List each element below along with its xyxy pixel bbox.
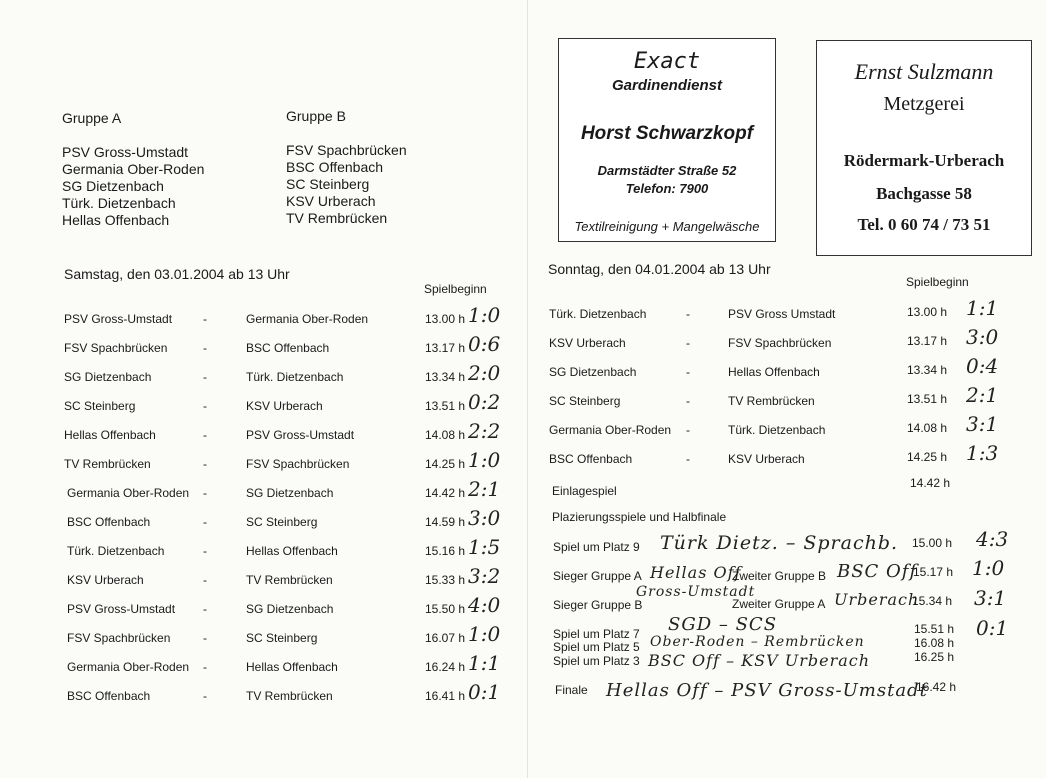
match-score: 0:1 <box>468 680 501 704</box>
match-separator: - <box>203 370 207 384</box>
match-separator: - <box>203 631 207 645</box>
match-separator: - <box>203 689 207 703</box>
p7-label: Spiel um Platz 7 <box>553 627 640 641</box>
match-score: 0:2 <box>468 390 501 414</box>
match-score: 3:0 <box>468 506 501 530</box>
match-time: 13.34 h <box>425 370 466 384</box>
match-time: 14.25 h <box>425 457 466 471</box>
p7-time: 15.51 h <box>914 622 955 636</box>
match-away-team: Türk. Dietzenbach <box>728 423 826 437</box>
match-home-team: SG Dietzenbach <box>64 370 152 384</box>
match-time: 13.17 h <box>425 341 466 355</box>
match-score: 1:3 <box>966 441 999 465</box>
match-separator: - <box>203 312 207 326</box>
exhibition-label: Einlagespiel <box>552 484 617 498</box>
match-away-team: Hellas Offenbach <box>246 660 338 674</box>
saturday-start-label: Spielbeginn <box>424 282 487 296</box>
match-score: 2:1 <box>966 383 999 407</box>
match-away-team: TV Rembrücken <box>246 689 333 703</box>
match-score: 1:5 <box>468 535 501 559</box>
match-time: 13.34 h <box>907 363 948 377</box>
p5-teams: Ober-Roden – Rembrücken <box>650 634 865 650</box>
sf1-team-a: Hellas Off <box>650 563 742 582</box>
match-score: 1:0 <box>468 622 501 646</box>
match-separator: - <box>203 660 207 674</box>
match-time: 16.41 h <box>425 689 466 703</box>
match-home-team: FSV Spachbrücken <box>67 631 171 645</box>
p9-teams: Türk Dietz. – Sprachb. <box>660 532 899 554</box>
match-time: 13.51 h <box>907 392 948 406</box>
match-score: 1:0 <box>468 303 501 327</box>
match-separator: - <box>203 602 207 616</box>
ad-exact-subtitle: Gardinendienst <box>611 77 723 94</box>
match-away-team: FSV Spachbrücken <box>728 336 832 350</box>
match-home-team: Germania Ober-Roden <box>67 486 190 500</box>
match-score: 2:0 <box>468 361 501 385</box>
saturday-heading: Samstag, den 03.01.2004 ab 13 Uhr <box>64 266 290 282</box>
match-time: 14.08 h <box>907 421 948 435</box>
match-away-team: PSV Gross-Umstadt <box>246 428 355 442</box>
group-a-team: Hellas Offenbach <box>62 212 170 228</box>
match-away-team: TV Rembrücken <box>728 394 815 408</box>
match-home-team: BSC Offenbach <box>67 515 151 529</box>
match-home-team: Germania Ober-Roden <box>549 423 672 437</box>
match-away-team: Hellas Offenbach <box>728 365 820 379</box>
match-time: 14.25 h <box>907 450 948 464</box>
match-separator: - <box>203 515 207 529</box>
p3-teams: BSC Off – KSV Urberach <box>648 651 871 670</box>
match-score: 2:1 <box>468 477 501 501</box>
group-a-team: Türk. Dietzenbach <box>62 195 176 211</box>
p7-teams: SGD – SCS <box>668 614 778 635</box>
ad-exact-title: Exact <box>633 49 701 74</box>
match-score: 0:4 <box>966 354 999 378</box>
match-time: 15.16 h <box>425 544 466 558</box>
match-away-team: Türk. Dietzenbach <box>246 370 344 384</box>
ad-exact-services: Textilreinigung + Mangelwäsche <box>574 219 760 234</box>
match-separator: - <box>686 336 690 350</box>
match-score: 1:1 <box>468 651 501 675</box>
match-score: 2:2 <box>468 419 501 443</box>
ad-sulzmann-phone: Tel. 0 60 74 / 73 51 <box>857 215 991 234</box>
match-away-team: KSV Urberach <box>246 399 323 413</box>
match-away-team: PSV Gross Umstadt <box>728 307 836 321</box>
ad-exact-name: Horst Schwarzkopf <box>580 123 754 144</box>
match-score: 0:6 <box>468 332 501 356</box>
match-time: 13.17 h <box>907 334 948 348</box>
match-time: 16.24 h <box>425 660 466 674</box>
match-score: 1:1 <box>966 296 999 320</box>
match-separator: - <box>203 457 207 471</box>
group-b-title: Gruppe B <box>286 108 346 124</box>
match-time: 14.42 h <box>425 486 466 500</box>
match-home-team: KSV Urberach <box>549 336 626 350</box>
match-home-team: KSV Urberach <box>67 573 144 587</box>
sf2-label-a: Sieger Gruppe B <box>553 598 643 612</box>
p3-time: 16.25 h <box>914 650 955 664</box>
p5-label: Spiel um Platz 5 <box>553 640 640 654</box>
match-score: 3:2 <box>468 564 501 588</box>
match-away-team: SC Steinberg <box>246 515 318 529</box>
match-away-team: BSC Offenbach <box>246 341 330 355</box>
match-score: 4:0 <box>468 593 501 617</box>
match-separator: - <box>686 452 690 466</box>
match-separator: - <box>203 486 207 500</box>
page-fold <box>527 0 528 778</box>
group-b-team: TV Rembrücken <box>286 210 388 226</box>
match-separator: - <box>203 573 207 587</box>
ad-exact <box>558 38 776 242</box>
match-separator: - <box>686 307 690 321</box>
placement-heading: Plazierungsspiele und Halbfinale <box>552 510 727 524</box>
group-a-team: Germania Ober-Roden <box>62 161 205 177</box>
match-time: 15.33 h <box>425 573 466 587</box>
ad-exact-phone: Telefon: 7900 <box>625 181 709 196</box>
ad-sulzmann-trade: Metzgerei <box>883 93 965 115</box>
sf2-team-b: Urberach <box>834 590 920 609</box>
group-a-team: PSV Gross-Umstadt <box>62 144 189 160</box>
match-away-team: FSV Spachbrücken <box>246 457 350 471</box>
group-b-team: FSV Spachbrücken <box>286 142 407 158</box>
p9-time: 15.00 h <box>912 536 953 550</box>
match-away-team: Hellas Offenbach <box>246 544 338 558</box>
p7-score: 0:1 <box>976 616 1009 640</box>
sunday-start-label: Spielbeginn <box>906 275 969 289</box>
p3-label: Spiel um Platz 3 <box>553 654 640 668</box>
match-home-team: BSC Offenbach <box>549 452 633 466</box>
group-b-team: SC Steinberg <box>286 176 370 192</box>
match-score: 3:1 <box>966 412 999 436</box>
sunday-heading: Sonntag, den 04.01.2004 ab 13 Uhr <box>548 261 771 277</box>
sf2-team-a: Gross-Umstadt <box>636 584 756 600</box>
match-away-team: SG Dietzenbach <box>246 486 334 500</box>
match-home-team: SC Steinberg <box>549 394 621 408</box>
match-away-team: TV Rembrücken <box>246 573 333 587</box>
match-separator: - <box>686 423 690 437</box>
group-a-team: SG Dietzenbach <box>62 178 164 194</box>
p5-time: 16.08 h <box>914 636 955 650</box>
group-a-title: Gruppe A <box>62 110 122 126</box>
match-home-team: Hellas Offenbach <box>64 428 156 442</box>
ad-sulzmann-name: Ernst Sulzmann <box>854 59 994 84</box>
match-time: 14.59 h <box>425 515 466 529</box>
match-time: 15.50 h <box>425 602 466 616</box>
match-home-team: TV Rembrücken <box>64 457 151 471</box>
match-home-team: PSV Gross-Umstadt <box>67 602 176 616</box>
match-separator: - <box>686 365 690 379</box>
sf1-score: 1:0 <box>972 556 1005 580</box>
match-separator: - <box>203 428 207 442</box>
sf1-label-b: Zweiter Gruppe B <box>732 569 827 583</box>
match-time: 13.51 h <box>425 399 466 413</box>
match-home-team: FSV Spachbrücken <box>64 341 168 355</box>
sf1-team-b: BSC Off <box>837 561 918 582</box>
final-time: 16.42 h <box>916 680 957 694</box>
match-home-team: PSV Gross-Umstadt <box>64 312 173 326</box>
match-separator: - <box>686 394 690 408</box>
match-time: 16.07 h <box>425 631 466 645</box>
p9-score: 4:3 <box>976 527 1009 551</box>
group-b-team: KSV Urberach <box>286 193 376 209</box>
sf2-time: 15.34 h <box>912 594 953 608</box>
group-b-team: BSC Offenbach <box>286 159 384 175</box>
final-label: Finale <box>555 683 588 697</box>
match-separator: - <box>203 341 207 355</box>
p9-label: Spiel um Platz 9 <box>553 540 640 554</box>
match-away-team: SG Dietzenbach <box>246 602 334 616</box>
match-home-team: SG Dietzenbach <box>549 365 637 379</box>
sf2-score: 3:1 <box>974 586 1007 610</box>
match-away-team: KSV Urberach <box>728 452 805 466</box>
match-home-team: Türk. Dietzenbach <box>67 544 165 558</box>
match-time: 13.00 h <box>907 305 948 319</box>
sf1-label-a: Sieger Gruppe A <box>553 569 642 583</box>
match-away-team: Germania Ober-Roden <box>246 312 369 326</box>
match-score: 1:0 <box>468 448 501 472</box>
ad-exact-street: Darmstädter Straße 52 <box>597 163 737 178</box>
match-score: 3:0 <box>966 325 999 349</box>
ad-sulzmann-street: Bachgasse 58 <box>876 184 972 203</box>
sf2-label-b: Zweiter Gruppe A <box>732 597 826 611</box>
match-home-team: Türk. Dietzenbach <box>549 307 647 321</box>
match-separator: - <box>203 399 207 413</box>
match-time: 14.08 h <box>425 428 466 442</box>
sf1-time: 15.17 h <box>913 565 954 579</box>
ad-sulzmann <box>816 40 1032 256</box>
ad-sulzmann-city: Rödermark-Urberach <box>843 151 1005 170</box>
match-home-team: BSC Offenbach <box>67 689 151 703</box>
final-teams: Hellas Off – PSV Gross-Umstadt <box>606 680 928 701</box>
match-home-team: SC Steinberg <box>64 399 136 413</box>
match-time: 13.00 h <box>425 312 466 326</box>
match-separator: - <box>203 544 207 558</box>
match-away-team: SC Steinberg <box>246 631 318 645</box>
match-home-team: Germania Ober-Roden <box>67 660 190 674</box>
exhibition-time: 14.42 h <box>910 476 951 490</box>
